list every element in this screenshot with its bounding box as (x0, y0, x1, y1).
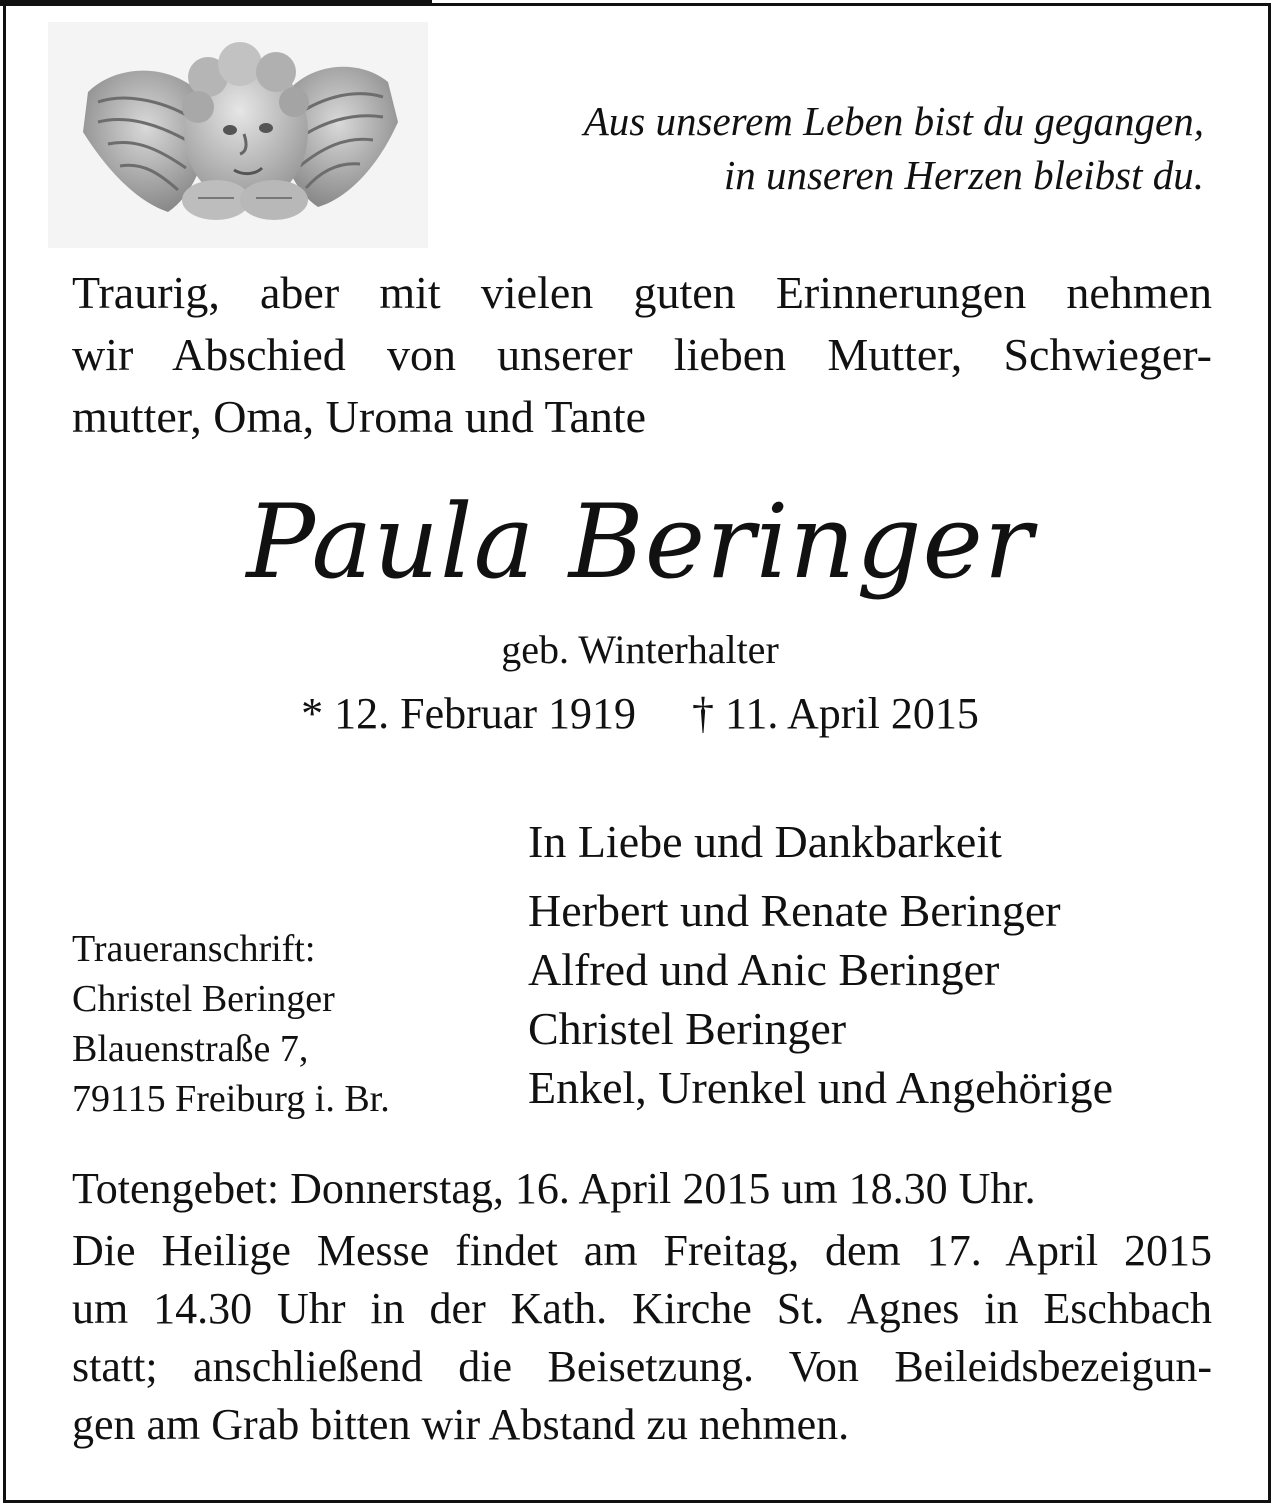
top-rule (0, 0, 432, 6)
signer-name: Enkel, Urenkel und Angehörige (528, 1062, 1114, 1113)
signer-name: Alfred und Anic Beringer (528, 944, 1000, 995)
death-date: † 11. April 2015 (692, 689, 979, 738)
prayer-info: Totengebet: Donnerstag, 16. April 2015 um 18.30 Uhr. (72, 1164, 1036, 1213)
life-dates (0, 686, 1280, 742)
intro-text (72, 262, 1212, 448)
quote (584, 94, 1204, 202)
maiden-name: geb. Winterhalter (501, 627, 779, 672)
ceremony-line: statt; anschließend die Beisetzung. Von Beileidsbezeigun- (72, 1342, 1212, 1391)
ceremony-line: Die Heilige Messe findet am Freitag, dem 17. April 2015 (72, 1226, 1212, 1275)
quote-line: in unseren Herzen bleibst du. (723, 152, 1204, 198)
address-label: Traueranschrift: (72, 928, 316, 970)
quote-line: Aus unserem Leben bist du gegangen, (583, 98, 1204, 144)
deceased-name: Paula Beringer (246, 483, 1034, 602)
signer-name: Christel Beringer (528, 1003, 847, 1054)
mourning-address (72, 924, 390, 1124)
intro-line: Traurig, aber mit vielen guten Erinnerungen nehmen (72, 267, 1212, 318)
intro-line: mutter, Oma, Uroma und Tante (72, 391, 647, 442)
signers (528, 812, 1113, 1117)
address-line: Blauenstraße 7, (72, 1028, 309, 1070)
address-line: 79115 Freiburg i. Br. (72, 1078, 390, 1120)
intro-line: wir Abschied von unserer lieben Mutter, Schwieger- (72, 329, 1212, 380)
ceremony-line: gen am Grab bitten wir Abstand zu nehmen. (72, 1400, 850, 1449)
address-line: Christel Beringer (72, 978, 335, 1020)
birth-date: * 12. Februar 1919 (301, 689, 636, 738)
ceremony-info (72, 1160, 1212, 1454)
cherub-angel-icon (48, 22, 428, 248)
signers-heading: In Liebe und Dankbarkeit (528, 816, 1002, 867)
ceremony-line: um 14.30 Uhr in der Kath. Kirche St. Agnes in Eschbach (72, 1284, 1212, 1333)
signer-name: Herbert und Renate Beringer (528, 885, 1061, 936)
